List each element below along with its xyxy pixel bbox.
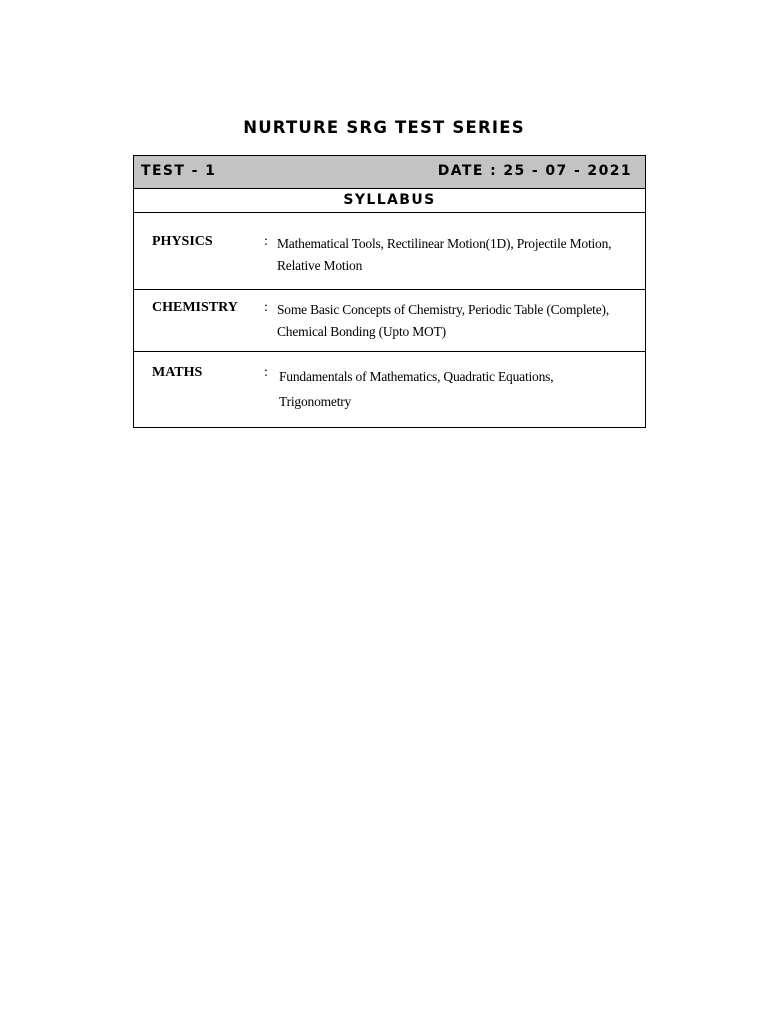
topics-line: Trigonometry	[279, 394, 352, 409]
subject-row-maths	[134, 352, 645, 427]
table-header	[134, 156, 645, 189]
subject-topics	[277, 299, 645, 343]
subject-name: CHEMISTRY	[152, 300, 238, 315]
subject-topics	[279, 364, 647, 414]
topics-line: Mathematical Tools, Rectilinear Motion(1D), Projectile Motion,	[277, 236, 612, 251]
subject-separator: :	[264, 300, 268, 315]
subject-row-physics	[134, 213, 645, 290]
syllabus-heading: SYLLABUS	[134, 189, 645, 213]
subject-topics	[277, 233, 645, 277]
syllabus-table	[133, 155, 646, 428]
test-number: TEST - 1	[141, 163, 217, 179]
topics-line: Relative Motion	[277, 258, 363, 273]
subject-name: MATHS	[152, 365, 203, 380]
topics-line: Fundamentals of Mathematics, Quadratic Equations,	[279, 369, 554, 384]
subject-separator: :	[264, 365, 268, 380]
test-date: DATE : 25 - 07 - 2021	[437, 163, 632, 179]
document-title: NURTURE SRG TEST SERIES	[243, 118, 525, 137]
subject-row-chemistry	[134, 290, 645, 352]
subject-name: PHYSICS	[152, 234, 213, 249]
topics-line: Chemical Bonding (Upto MOT)	[277, 324, 446, 339]
subject-separator: :	[264, 234, 268, 249]
topics-line: Some Basic Concepts of Chemistry, Periodic Table (Complete),	[277, 302, 609, 317]
